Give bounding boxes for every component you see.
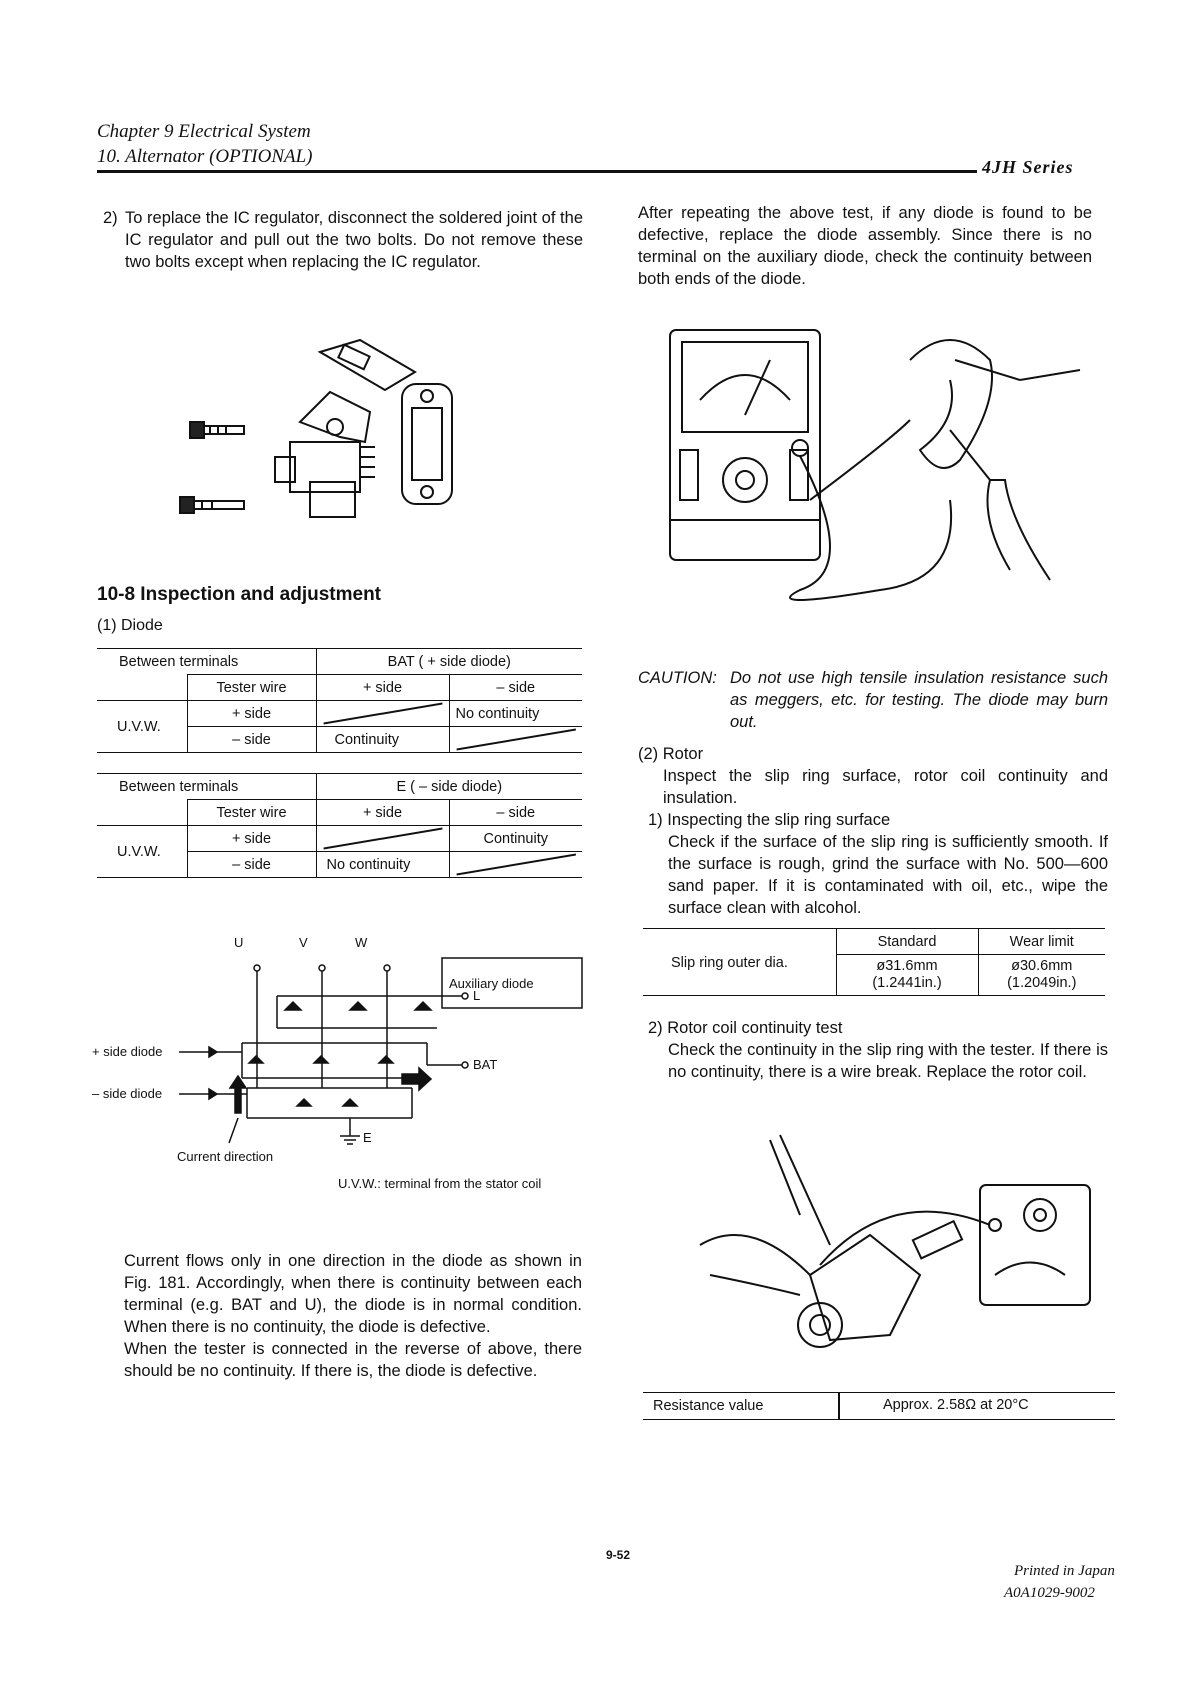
- header-rule: [97, 170, 977, 173]
- diode-label: (1) Diode: [97, 617, 163, 634]
- step-2-title: 2) Rotor coil continuity test: [648, 1019, 843, 1037]
- divider: [838, 1393, 840, 1419]
- step-2-text: To replace the IC regulator, disconnect the soldered joint of the IC regulator and pull out the two bolts. Do not remove these two bolts except when replacing the IC regulator.: [125, 209, 583, 271]
- wear-mm: ø30.6mm: [1011, 958, 1073, 974]
- cell-no-continuity: No continuity: [449, 701, 582, 727]
- diode-explanation: [124, 1250, 582, 1382]
- col-minus-side: – side: [449, 800, 582, 826]
- standard-mm: ø31.6mm: [876, 958, 938, 974]
- series-label: 4JH Series: [982, 157, 1074, 177]
- chapter-title: Chapter 9 Electrical System: [97, 121, 311, 142]
- wear-in: (1.2049in.): [1007, 975, 1077, 991]
- wear-value: [978, 955, 1105, 996]
- printed-in: Printed in Japan: [1014, 1563, 1115, 1579]
- wear-limit-header: Wear limit: [978, 929, 1105, 955]
- rotor-section: [638, 743, 1108, 919]
- rotor-label: (2) Rotor: [638, 745, 704, 763]
- uvw-label: U.V.W.: [97, 826, 187, 878]
- col-plus-side: + side: [316, 675, 449, 701]
- terminal-e: E: [363, 1130, 372, 1145]
- terminal-l: L: [473, 988, 481, 1003]
- row-minus-side: – side: [187, 727, 316, 753]
- section-title: 10. Alternator (OPTIONAL): [97, 146, 313, 167]
- current-direction-label: Current direction: [177, 1149, 274, 1164]
- step-2-rotor: [648, 1017, 1108, 1083]
- auxiliary-diode-label: Auxiliary diode: [449, 976, 534, 991]
- bat-group-header: BAT ( + side diode): [316, 649, 582, 675]
- slip-ring-item: Slip ring outer dia.: [671, 954, 788, 971]
- caution-block: [638, 667, 1108, 733]
- standard-header: Standard: [836, 929, 978, 955]
- diode-intro: [638, 202, 1092, 290]
- row-minus-side: – side: [187, 852, 316, 878]
- step-1-title: 1) Inspecting the slip ring surface: [648, 811, 891, 829]
- diode-table-bat: [97, 648, 582, 753]
- terminal-u: U: [234, 935, 244, 950]
- diode-tester-illustration: [660, 320, 1100, 620]
- terminal-v: V: [299, 935, 308, 950]
- document-code: A0A1029-9002: [1004, 1585, 1095, 1601]
- step-2-rotor-text: Check the continuity in the slip ring with the tester. If there is no continuity, there is a wire break. Replace the rotor coil.: [668, 1041, 1108, 1081]
- uvw-label: U.V.W.: [97, 701, 187, 753]
- terminal-w: W: [355, 935, 368, 950]
- e-group-header: E ( – side diode): [316, 774, 582, 800]
- terminal-bat: BAT: [473, 1057, 498, 1072]
- resistance-row: [643, 1392, 1115, 1420]
- between-terminals: Between terminals: [119, 653, 239, 670]
- diode-table-e: [97, 773, 582, 878]
- step-1-text: Check if the surface of the slip ring is sufficiently smooth. If the surface is rough, grind the surface with No. 500—600 sand paper. If it is contaminated with oil, etc., wipe the surface clean with alcohol.: [668, 833, 1108, 917]
- page-number: 9-52: [606, 1548, 631, 1562]
- minus-side-diode-label: – side diode: [92, 1086, 163, 1101]
- slip-ring-table: [643, 928, 1105, 996]
- rotor-text: Inspect the slip ring surface, rotor coil continuity and insulation.: [663, 767, 1108, 807]
- tester-wire: Tester wire: [187, 800, 316, 826]
- diode-circuit-diagram: [92, 935, 597, 1188]
- caution-label: CAUTION:: [638, 669, 717, 687]
- row-plus-side: + side: [187, 826, 316, 852]
- diagonal-cell: [316, 701, 449, 727]
- between-terminals: Between terminals: [119, 778, 239, 795]
- standard-in: (1.2441in.): [872, 975, 942, 991]
- cell-no-continuity: No continuity: [316, 852, 449, 878]
- ic-regulator-illustration: [170, 332, 500, 532]
- section-heading: 10-8 Inspection and adjustment: [97, 584, 381, 605]
- row-plus-side: + side: [187, 701, 316, 727]
- resistance-label: Resistance value: [653, 1398, 764, 1414]
- diagonal-cell: [449, 727, 582, 753]
- cell-continuity: Continuity: [316, 727, 449, 753]
- step-number: 2): [103, 209, 118, 227]
- resistance-value: Approx. 2.58Ω at 20°C: [883, 1397, 1029, 1413]
- uvw-note: U.V.W.: terminal from the stator coil: [338, 1176, 542, 1191]
- diagonal-cell: [316, 826, 449, 852]
- plus-side-diode-label: + side diode: [92, 1044, 163, 1059]
- caution-text: Do not use high tensile insulation resistance such as meggers, etc. for testing. The diode may burn out.: [730, 669, 1108, 731]
- standard-value: [836, 955, 978, 996]
- explanation-para-2: When the tester is connected in the reverse of above, there should be no continuity. If there is, the diode is defective.: [124, 1340, 582, 1380]
- cell-continuity: Continuity: [449, 826, 582, 852]
- diagonal-cell: [449, 852, 582, 878]
- step-2-regulator: [103, 207, 583, 273]
- col-minus-side: – side: [449, 675, 582, 701]
- rotor-tester-illustration: [690, 1125, 1110, 1360]
- col-plus-side: + side: [316, 800, 449, 826]
- tester-wire: Tester wire: [187, 675, 316, 701]
- intro-text: After repeating the above test, if any diode is found to be defective, replace the diode assembly. Since there is no terminal on the auxiliary diode, check the continuity between both ends of the diode.: [638, 204, 1092, 288]
- explanation-para-1: Current flows only in one direction in the diode as shown in Fig. 181. Accordingly, when there is continuity between each terminal (e.g. BAT and U), the diode is in normal condition. When there is no continuity, the diode is defective.: [124, 1252, 582, 1336]
